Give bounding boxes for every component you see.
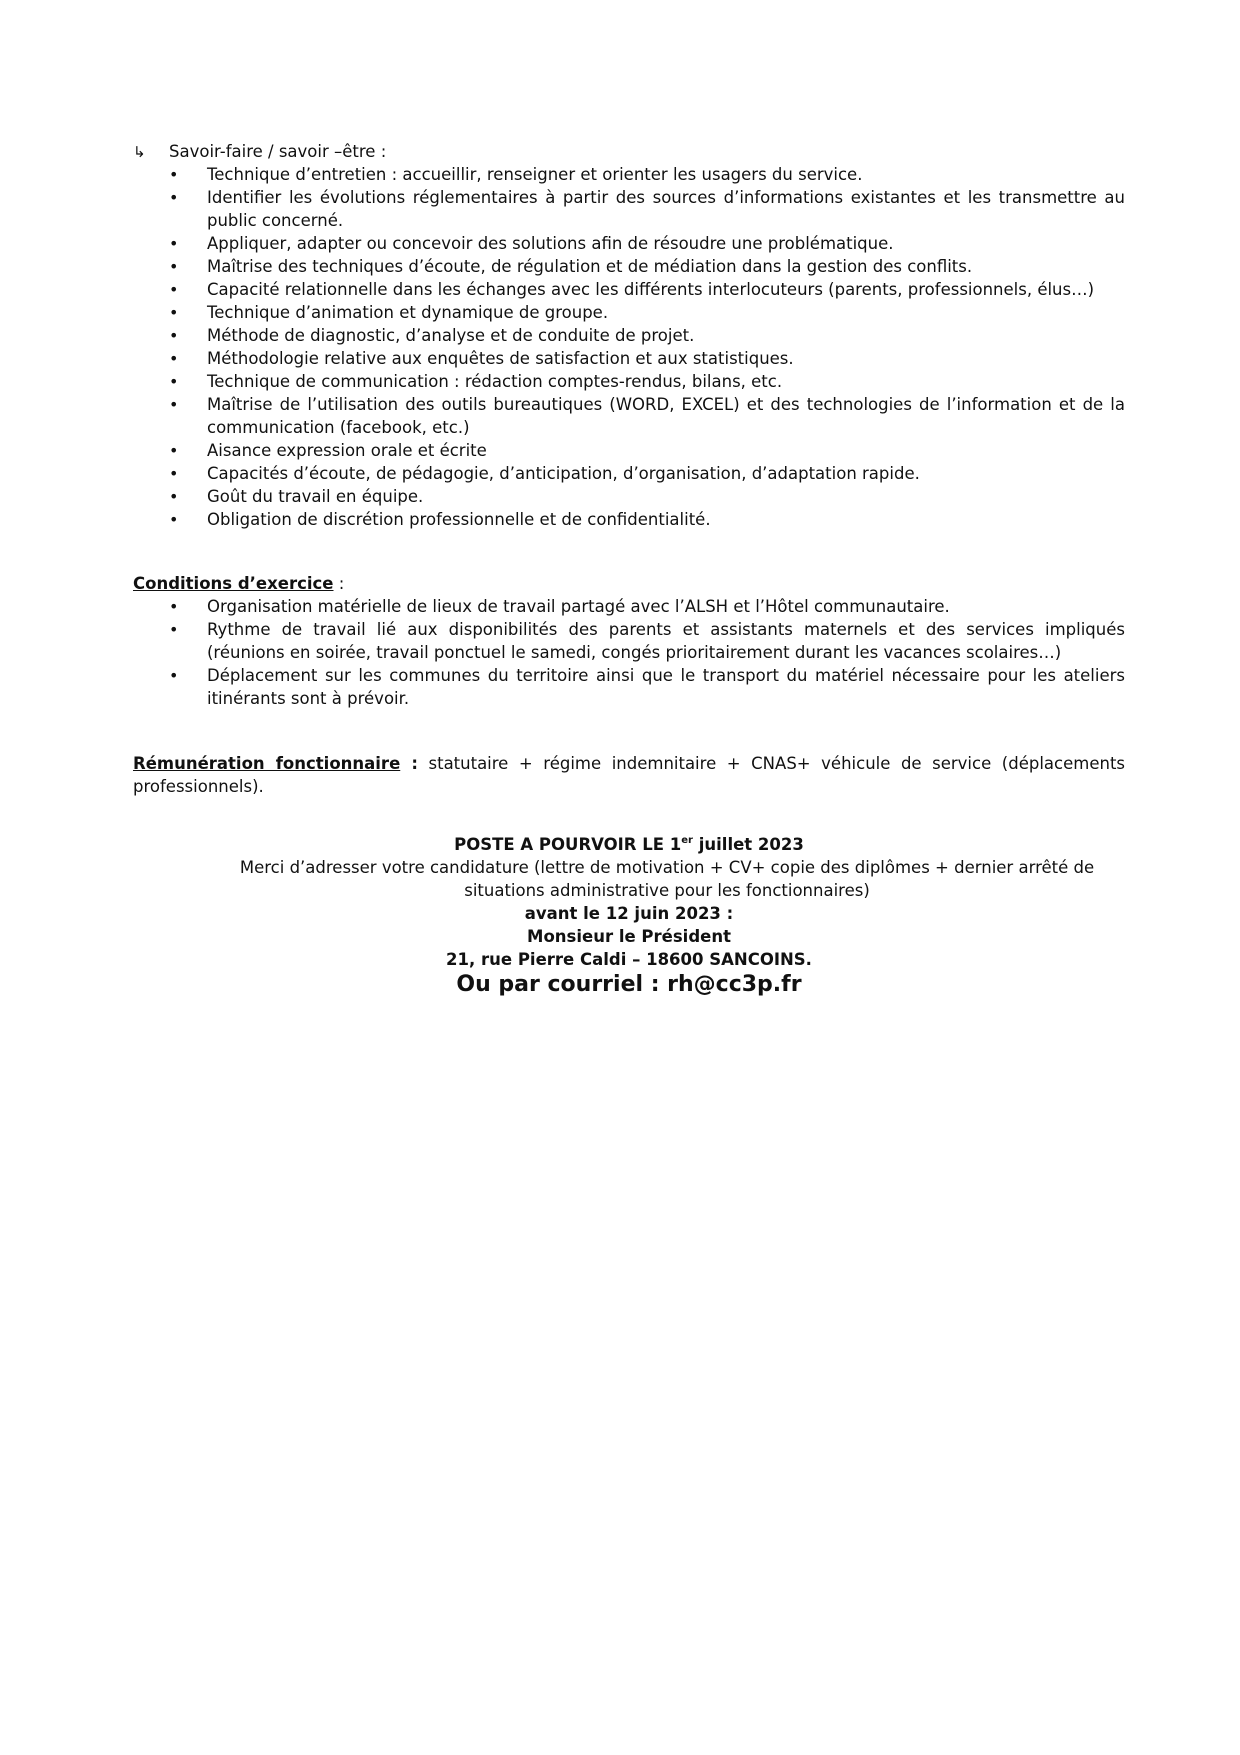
bullet-icon: • — [169, 464, 179, 483]
list-item — [169, 485, 1125, 508]
bullet-icon: • — [169, 510, 179, 529]
arrow-icon: ↳ — [133, 143, 146, 161]
bullet-icon: • — [169, 372, 179, 391]
list-item-text: Appliquer, adapter ou concevoir des solutions afin de résoudre une problématique. — [207, 234, 894, 253]
list-item — [169, 255, 1125, 278]
list-item-text: Goût du travail en équipe. — [207, 487, 424, 506]
bullet-icon: • — [169, 487, 179, 506]
list-item — [169, 439, 1125, 462]
remuneration-paragraph — [133, 752, 1125, 798]
list-item — [169, 324, 1125, 347]
bullet-icon: • — [169, 441, 179, 460]
list-item — [169, 618, 1125, 664]
conditions-heading-colon: : — [333, 574, 345, 593]
bullet-icon: • — [169, 188, 179, 207]
list-item-text: Aisance expression orale et écrite — [207, 441, 487, 460]
list-item-text: Technique de communication : rédaction comptes-rendus, bilans, etc. — [207, 372, 783, 391]
bullet-icon: • — [169, 257, 179, 276]
conditions-heading-text: Conditions d’exercice — [133, 574, 334, 593]
list-item — [169, 278, 1125, 301]
list-item-text: Déplacement sur les communes du territoire ainsi que le transport du matériel nécessaire pour les ateliers itinérants sont à prévoir. — [207, 666, 1125, 708]
list-item — [169, 347, 1125, 370]
recipient: Monsieur le Président — [527, 927, 731, 946]
list-item-text: Technique d’animation et dynamique de groupe. — [207, 303, 609, 322]
list-item — [169, 664, 1125, 710]
bullet-icon: • — [169, 165, 179, 184]
list-item — [169, 508, 1125, 531]
list-item-text: Technique d’entretien : accueillir, renseigner et orienter les usagers du service. — [207, 165, 863, 184]
poste-date: juillet 2023 — [692, 835, 804, 854]
bullet-icon: • — [169, 395, 179, 414]
bullet-icon: • — [169, 666, 179, 685]
list-item — [169, 462, 1125, 485]
list-item-text: Organisation matérielle de lieux de travail partagé avec l’ALSH et l’Hôtel communautaire. — [207, 597, 950, 616]
application-instructions: Merci d’adresser votre candidature (lettre de motivation + CV+ copie des diplômes + dernier arrêté de situations administrative pour les fonctionnaires) — [239, 858, 1095, 900]
remuneration-colon: : — [400, 754, 418, 773]
email-line: Ou par courriel : rh@cc3p.fr — [456, 972, 802, 997]
bullet-icon: • — [169, 349, 179, 368]
bullet-icon: • — [169, 303, 179, 322]
savoir-faire-heading-text: Savoir-faire / savoir –être : — [169, 142, 387, 161]
list-item — [169, 232, 1125, 255]
conditions-heading — [133, 572, 1125, 595]
list-item — [169, 186, 1125, 232]
list-item-text: Méthodologie relative aux enquêtes de satisfaction et aux statistiques. — [207, 349, 794, 368]
list-item — [169, 370, 1125, 393]
list-item-text: Identifier les évolutions réglementaires à partir des sources d’informations existantes et les transmettre au public concerné. — [207, 188, 1125, 230]
list-item — [169, 595, 1125, 618]
savoir-faire-heading — [133, 140, 1125, 163]
list-item — [169, 301, 1125, 324]
remuneration-heading: Rémunération fonctionnaire — [133, 754, 401, 773]
remuneration-text: statutaire + régime indemnitaire + CNAS+ véhicule de service (déplacements professionnels). — [133, 754, 1126, 796]
list-item-text: Rythme de travail lié aux disponibilités des parents et assistants maternels et des services impliqués (réunions en soirée, travail ponctuel le samedi, congés prioritairement durant les vacances scolaires…) — [207, 620, 1125, 662]
savoir-faire-list — [133, 163, 1125, 531]
list-item-text: Méthode de diagnostic, d’analyse et de conduite de projet. — [207, 326, 695, 345]
list-item — [169, 393, 1125, 439]
poste-text: POSTE A POURVOIR LE 1 — [454, 835, 682, 854]
address: 21, rue Pierre Caldi – 18600 SANCOINS. — [446, 950, 812, 969]
list-item-text: Obligation de discrétion professionnelle et de confidentialité. — [207, 510, 711, 529]
poste-line — [133, 833, 1125, 856]
list-item-text: Capacité relationnelle dans les échanges avec les différents interlocuteurs (parents, professionnels, élus…) — [207, 280, 1095, 299]
list-item — [169, 163, 1125, 186]
bullet-icon: • — [169, 280, 179, 299]
bullet-icon: • — [169, 326, 179, 345]
poste-superscript: er — [681, 835, 693, 846]
list-item-text: Maîtrise des techniques d’écoute, de régulation et de médiation dans la gestion des conflits. — [207, 257, 973, 276]
deadline: avant le 12 juin 2023 : — [524, 904, 734, 923]
list-item-text: Maîtrise de l’utilisation des outils bureautiques (WORD, EXCEL) et des technologies de l’information et de la communication (facebook, etc.) — [207, 395, 1125, 437]
bullet-icon: • — [169, 620, 179, 639]
bullet-icon: • — [169, 597, 179, 616]
document-page — [133, 140, 1125, 999]
list-item-text: Capacités d’écoute, de pédagogie, d’anticipation, d’organisation, d’adaptation rapide. — [207, 464, 920, 483]
bullet-icon: • — [169, 234, 179, 253]
conditions-list — [133, 595, 1125, 710]
